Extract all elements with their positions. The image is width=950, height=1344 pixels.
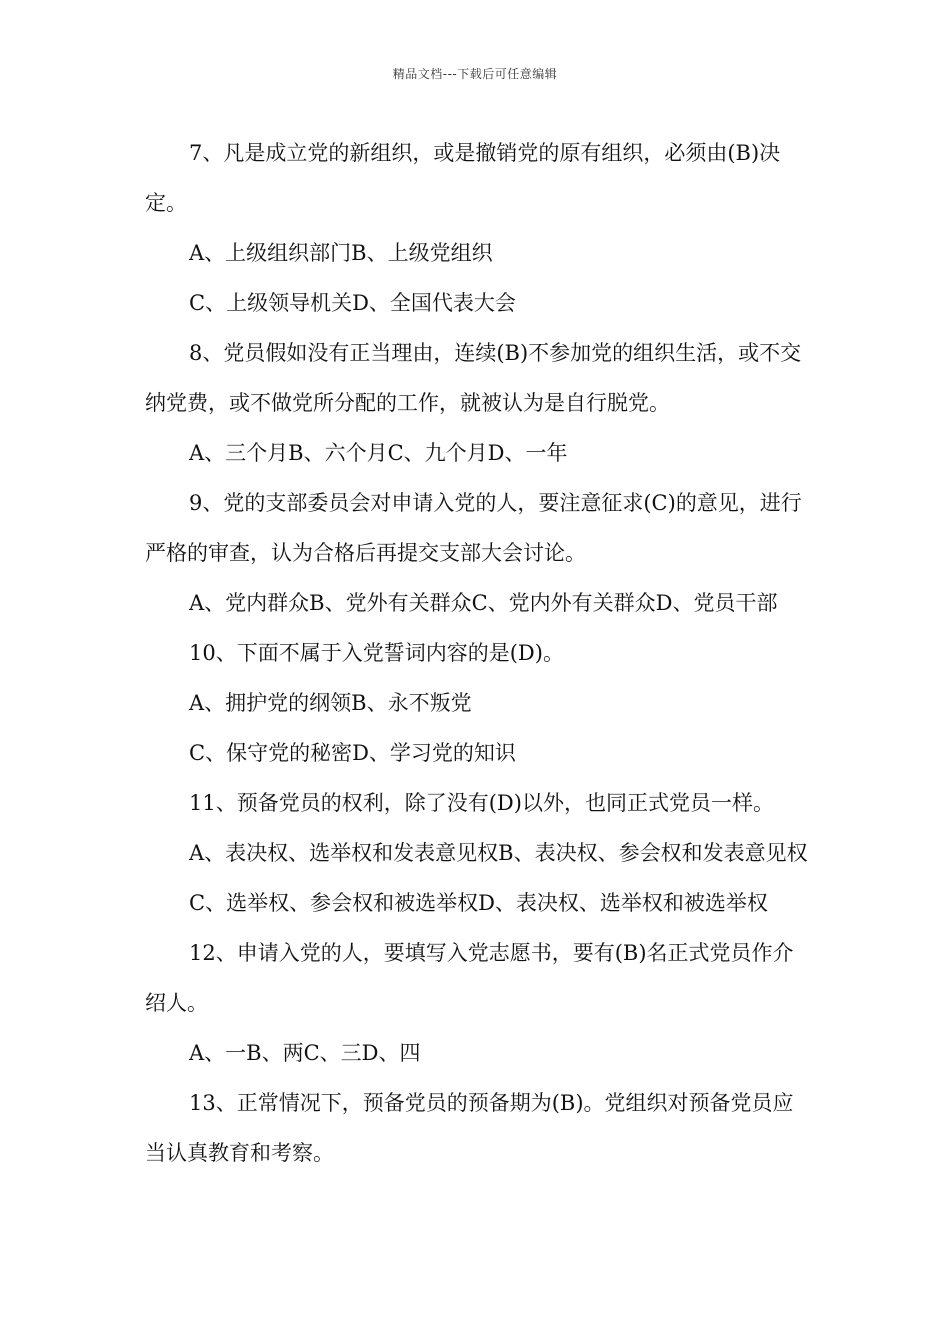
question-13: 13、正常情况下，预备党员的预备期为(B)。党组织对预备党员应当认真教育和考察。 — [145, 1091, 794, 1165]
question-8-options: A、三个月B、六个月C、九个月D、一年 — [189, 441, 568, 465]
page-header: 精品文档---下载后可任意编辑 — [392, 67, 558, 81]
question-11-options-cd: C、选举权、参会权和被选举权D、表决权、选举权和被选举权 — [189, 891, 768, 915]
question-11: 11、预备党员的权利，除了没有(D)以外，也同正式党员一样。 — [189, 791, 774, 815]
question-11-options-ab: A、表决权、选举权和发表意见权B、表决权、参会权和发表意见权 — [189, 841, 808, 865]
question-7-options-cd: C、上级领导机关D、全国代表大会 — [189, 291, 516, 315]
question-9-options: A、党内群众B、党外有关群众C、党内外有关群众D、党员干部 — [189, 591, 778, 615]
document-body — [145, 128, 811, 1178]
question-10-options-cd: C、保守党的秘密D、学习党的知识 — [189, 741, 516, 765]
question-7: 7、凡是成立党的新组织，或是撤销党的原有组织，必须由(B)决定。 — [145, 141, 781, 215]
question-9: 9、党的支部委员会对申请入党的人，要注意征求(C)的意见，进行严格的审查，认为合格后再提交支部大会讨论。 — [145, 491, 802, 565]
question-12-options: A、一B、两C、三D、四 — [189, 1041, 421, 1065]
question-10: 10、下面不属于入党誓词内容的是(D)。 — [189, 641, 564, 665]
question-10-options-ab: A、拥护党的纲领B、永不叛党 — [189, 691, 472, 715]
question-8: 8、党员假如没有正当理由，连续(B)不参加党的组织生活，或不交纳党费，或不做党所分配的工作，就被认为是自行脱党。 — [145, 341, 802, 415]
question-7-options-ab: A、上级组织部门B、上级党组织 — [189, 241, 493, 265]
question-12: 12、申请入党的人，要填写入党志愿书，要有(B)名正式党员作介绍人。 — [145, 941, 794, 1015]
